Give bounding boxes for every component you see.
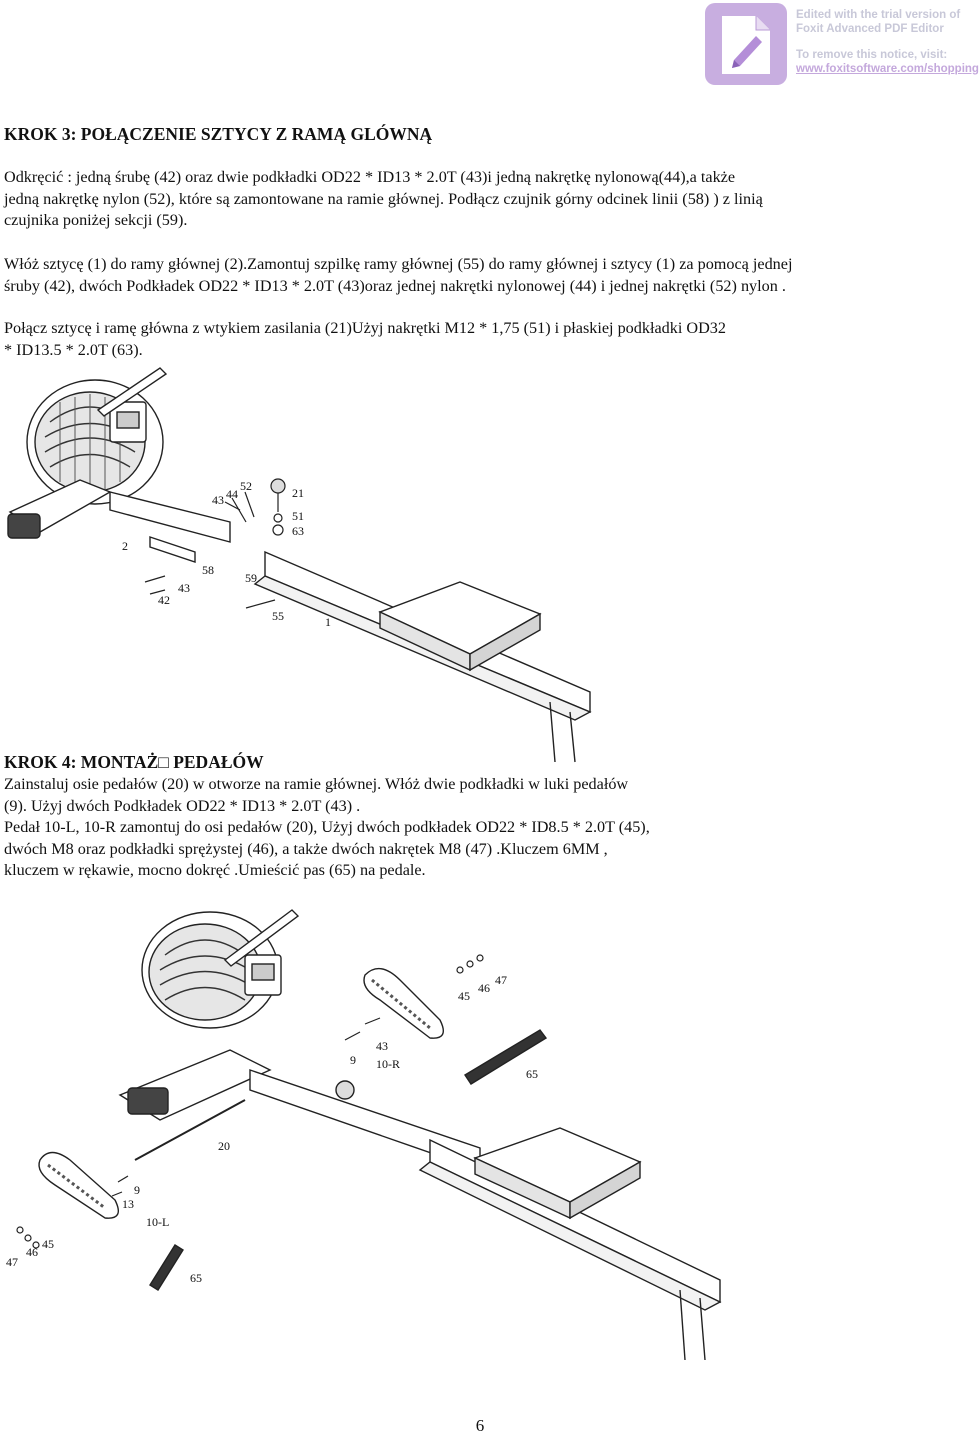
label-43: 43	[376, 1039, 388, 1053]
label-21: 21	[292, 486, 304, 500]
step4-paragraph: Zainstaluj osie pedałów (20) w otworze na ramie głównej. Włóż dwie podkładki w luki pedałów (9). Użyj dwóch Podkładek OD22 * ID13 * 2.0T (43) . Pedał 10-L, 10-R zamontuj do osi pedałów (20), Użyj dwóch podkładek OD22 * ID8.5 * 2.0T (45), dwóch M8 oraz podkładki sprężystej (46), a także dwóch nakrętek M8 (47) .Kluczem 6MM , kluczem w rękawie, mocno dokręć .Umieścić pas (65) na pedale.	[4, 775, 650, 879]
step4-heading: KROK 4: MONTAŻ□ PEDAŁÓW	[4, 752, 264, 772]
step3-heading: KROK 3: POŁĄCZENIE SZTYCY Z RAMĄ GLÓWNĄ	[4, 124, 433, 144]
strap-left	[150, 1245, 183, 1290]
label-46: 46	[478, 981, 490, 995]
label-47b: 47	[6, 1255, 18, 1269]
step4-assembly-diagram	[0, 900, 760, 1370]
step3-part-labels	[122, 479, 331, 629]
label-20: 20	[218, 1139, 230, 1153]
label-51: 51	[292, 509, 304, 523]
label-47: 47	[495, 973, 507, 987]
step3-paragraph-3: Połącz sztycę i ramę główna z wtykiem zasilania (21)Użyj nakrętki M12 * 1,75 (51) i płaskiej podkładki OD32 * ID13.5 * 2.0T (63).	[4, 319, 726, 359]
label-58: 58	[202, 563, 214, 577]
page-number: 6	[475, 1416, 485, 1435]
label-52: 52	[240, 479, 252, 493]
label-43b: 43	[178, 581, 190, 595]
label-45b: 45	[42, 1237, 54, 1251]
label-59: 59	[245, 571, 257, 585]
label-9b: 9	[134, 1183, 140, 1197]
label-13: 13	[122, 1197, 134, 1211]
label-63: 63	[292, 524, 304, 538]
label-9: 9	[350, 1053, 356, 1067]
label-43: 43	[212, 493, 224, 507]
watermark-text	[796, 8, 979, 76]
label-44: 44	[226, 487, 238, 501]
step3-paragraph-1: Odkręcić : jedną śrubę (42) oraz dwie podkładki OD22 * ID13 * 2.0T (43)i jedną nakrętkę nylonową(44),a także jedną nakrętkę nylon (52), które są zamontowane na ramie głównej. Podłącz czujnik górny odcinek linii (58) ) z linią czujnika poniżej sekcji (59).	[4, 168, 763, 229]
label-55: 55	[272, 609, 284, 623]
label-46b: 46	[26, 1245, 38, 1259]
step3-paragraph-2: Włóż sztycę (1) do ramy głównej (2).Zamontuj szpilkę ramy głównej (55) do ramy głównej i sztycy (1) za pomocą jednej śruby (42), dwóch Podkładek OD22 * ID13 * 2.0T (43)oraz jednej nakrętki nylonowej (44) i jednej nakrętki (52) nylon .	[4, 255, 793, 295]
watermark-line2: Foxit Advanced PDF Editor	[796, 23, 944, 35]
label-45: 45	[458, 989, 470, 1003]
label-65: 65	[526, 1067, 538, 1081]
step4-part-labels	[6, 973, 538, 1285]
label-2: 2	[122, 539, 128, 553]
label-10-r: 10-R	[376, 1057, 400, 1071]
pedal-left	[39, 1153, 118, 1219]
watermark-link[interactable]: www.foxitsoftware.com/shopping	[796, 63, 979, 75]
label-42: 42	[158, 593, 170, 607]
watermark-line1: Edited with the trial version of	[796, 9, 961, 21]
label-65b: 65	[190, 1271, 202, 1285]
pdf-edit-pencil-icon	[704, 2, 788, 86]
step3-assembly-diagram	[0, 362, 620, 762]
pedal-right	[364, 969, 443, 1039]
label-1: 1	[325, 615, 331, 629]
watermark-line3: To remove this notice, visit:	[796, 49, 948, 61]
label-10-l: 10-L	[146, 1215, 170, 1229]
foxit-watermark	[704, 2, 979, 86]
